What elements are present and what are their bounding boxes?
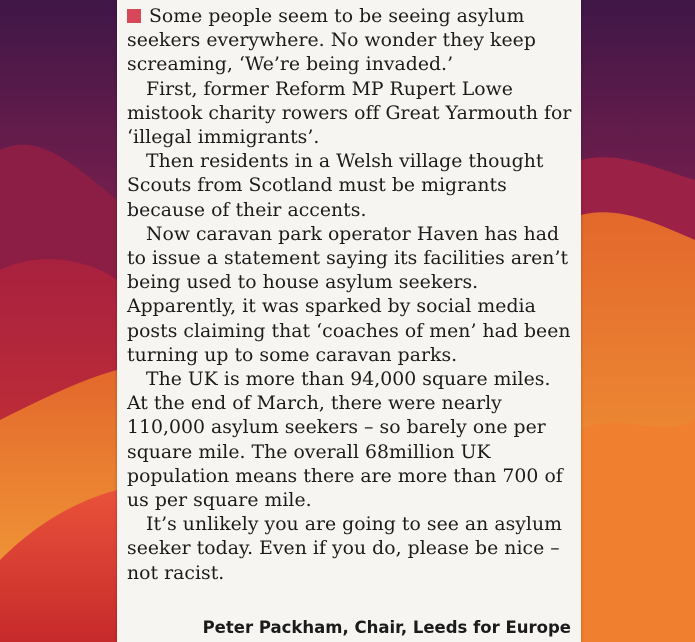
paragraph-1-text: Some people seem to be seeing asylum seekers everywhere. No wonder they keep screaming, ‘We’re being invaded.’	[127, 6, 536, 76]
letter-body	[127, 5, 575, 586]
paragraph-6: It’s unlikely you are going to see an asylum seeker today. Even if you do, please be nice – not racist.	[127, 514, 562, 584]
paragraph-4: Now caravan park operator Haven has had to issue a statement saying its facilities aren’t being used to house asylum seekers. Apparently, it was sparked by social media posts claiming that ‘coaches of men’ had been turning up to some caravan parks.	[127, 223, 571, 366]
right-wave-amber	[581, 420, 695, 642]
paragraph-5: The UK is more than 94,000 square miles. At the end of March, there were nearly 110,000 asylum seekers – so barely one per square mile. The overall 68million UK population means there are more than 700 of us per square mile.	[127, 369, 563, 512]
letter-signature: Peter Packham, Chair, Leeds for Europe	[202, 618, 571, 637]
paragraph-1	[127, 5, 575, 78]
newspaper-clipping	[117, 0, 581, 642]
square-bullet-icon	[127, 9, 141, 23]
paragraph-3: Then residents in a Welsh village thought Scouts from Scotland must be migrants because of their accents.	[127, 151, 544, 221]
paragraph-2: First, former Reform MP Rupert Lowe mistook charity rowers off Great Yarmouth for ‘illegal immigrants’.	[127, 78, 572, 149]
